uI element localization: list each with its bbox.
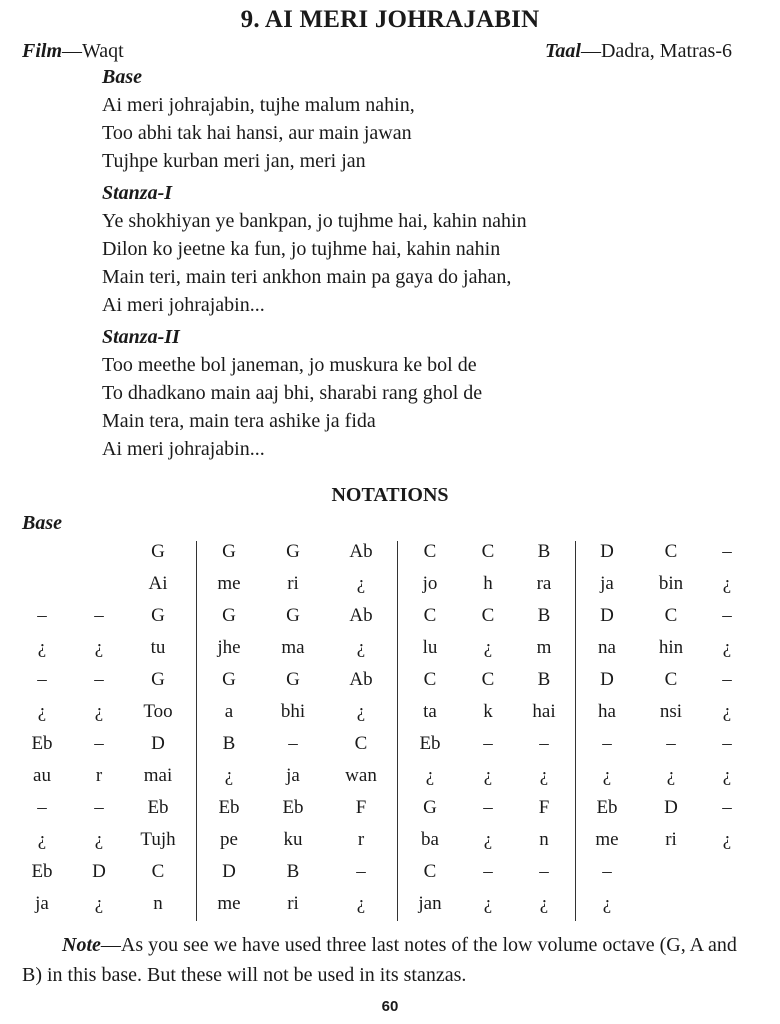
notations-heading: NOTATIONS bbox=[331, 484, 449, 506]
note-cell: – bbox=[94, 733, 104, 754]
note-cell: – bbox=[288, 733, 298, 754]
note-cell: G bbox=[286, 669, 300, 690]
note-cell: D bbox=[600, 669, 614, 690]
syllable-cell: n bbox=[539, 829, 549, 850]
note-cell: G bbox=[286, 605, 300, 626]
note-label: Note bbox=[62, 934, 101, 956]
syllable-cell: ri bbox=[287, 573, 299, 594]
note-cell: C bbox=[423, 541, 437, 562]
note-cell: C bbox=[423, 605, 437, 626]
note-cell: C bbox=[354, 733, 368, 754]
syllable-cell: n bbox=[153, 893, 163, 914]
note-cell: – bbox=[539, 733, 549, 754]
note-cell: B bbox=[537, 541, 551, 562]
note-cell: C bbox=[664, 669, 678, 690]
syllable-cell: ta bbox=[423, 701, 437, 722]
note-cell: Eb bbox=[147, 797, 169, 818]
syllable-cell: ra bbox=[536, 573, 552, 594]
syllable-cell: pe bbox=[220, 829, 238, 850]
syllable-cell: ¿ bbox=[37, 829, 47, 850]
note-cell: – bbox=[94, 797, 104, 818]
syllable-cell: ri bbox=[287, 893, 299, 914]
syllable-cell: ri bbox=[665, 829, 677, 850]
note-cell: G bbox=[222, 669, 236, 690]
taal-info bbox=[545, 40, 732, 63]
note-cell: – bbox=[666, 733, 676, 754]
syllable-cell: ¿ bbox=[425, 765, 435, 786]
syllable-cell: k bbox=[483, 701, 493, 722]
note-cell: B bbox=[537, 605, 551, 626]
syllable-cell: ku bbox=[283, 829, 303, 850]
note-cell: – bbox=[483, 861, 493, 882]
syllable-cell: ¿ bbox=[666, 765, 676, 786]
song-title: 9. AI MERI JOHRAJABIN bbox=[240, 6, 540, 33]
note-cell: – bbox=[356, 861, 366, 882]
syllable-cell: jhe bbox=[217, 637, 241, 658]
note-cell: B bbox=[222, 733, 236, 754]
note-cell bbox=[641, 860, 701, 892]
syllable-cell: r bbox=[95, 765, 103, 786]
note-cell: – bbox=[722, 541, 732, 562]
lyric-line: Main tera, main tera ashike ja fida bbox=[102, 410, 376, 432]
syllable-cell bbox=[641, 892, 701, 924]
note-cell: G bbox=[222, 541, 236, 562]
lyric-line: Too meethe bol janeman, jo muskura ke bol de bbox=[102, 354, 477, 376]
syllable-cell: jo bbox=[422, 573, 438, 594]
syllable-cell: ¿ bbox=[722, 765, 732, 786]
note-cell: C bbox=[481, 541, 495, 562]
syllable-cell: ¿ bbox=[94, 829, 104, 850]
note-cell: C bbox=[664, 541, 678, 562]
syllable-cell: ¿ bbox=[483, 893, 493, 914]
syllable-cell: ¿ bbox=[356, 637, 366, 658]
syllable-cell: hai bbox=[532, 701, 556, 722]
syllable-cell: bin bbox=[658, 573, 684, 594]
note-cell: Ab bbox=[349, 541, 373, 562]
syllable-cell: ¿ bbox=[483, 829, 493, 850]
syllable-cell: ¿ bbox=[356, 573, 366, 594]
syllable-cell: ¿ bbox=[37, 701, 47, 722]
notation-grid bbox=[0, 540, 780, 922]
syllable-cell: me bbox=[217, 893, 241, 914]
syllable-cell: ¿ bbox=[483, 765, 493, 786]
note-text: —As you see we have used three last notes of the low volume octave (G, A and B) in this base. But these will not be used in its stanzas. bbox=[22, 934, 737, 986]
syllable-cell: mai bbox=[143, 765, 173, 786]
note-cell: Eb bbox=[596, 797, 618, 818]
syllable-cell: Ai bbox=[148, 573, 168, 594]
syllable-cell: ja bbox=[286, 765, 300, 786]
note-cell: – bbox=[602, 861, 612, 882]
note-cell: – bbox=[37, 669, 47, 690]
syllable-cell: na bbox=[598, 637, 616, 658]
note-cell: G bbox=[423, 797, 437, 818]
syllable-cell bbox=[697, 892, 757, 924]
syllable-cell: ¿ bbox=[37, 637, 47, 658]
note-cell: D bbox=[600, 605, 614, 626]
note-cell: Eb bbox=[31, 733, 53, 754]
lyric-line: Main teri, main teri ankhon main pa gaya do jahan, bbox=[102, 266, 512, 288]
note-cell: D bbox=[92, 861, 106, 882]
note-cell: C bbox=[481, 605, 495, 626]
syllable-cell: ¿ bbox=[602, 765, 612, 786]
stanza-2-heading: Stanza-II bbox=[102, 326, 180, 348]
note-paragraph bbox=[22, 930, 742, 990]
note-cell: F bbox=[538, 797, 550, 818]
syllable-cell: ¿ bbox=[94, 893, 104, 914]
note-cell: Eb bbox=[218, 797, 240, 818]
syllable-cell: m bbox=[536, 637, 552, 658]
taal-label: Taal bbox=[545, 40, 581, 62]
film-label: Film bbox=[22, 40, 63, 62]
note-cell: – bbox=[94, 669, 104, 690]
syllable-cell: au bbox=[33, 765, 51, 786]
syllable-cell: ¿ bbox=[483, 637, 493, 658]
lyric-line: Ai meri johrajabin... bbox=[102, 294, 265, 316]
taal-value: —Dadra, Matras-6 bbox=[580, 40, 732, 62]
note-cell: Ab bbox=[349, 669, 373, 690]
lyric-line: To dhadkano main aaj bhi, sharabi rang ghol de bbox=[102, 382, 483, 404]
note-cell: – bbox=[483, 797, 493, 818]
note-cell: F bbox=[355, 797, 367, 818]
syllable-cell: tu bbox=[150, 637, 166, 658]
note-cell: G bbox=[151, 669, 165, 690]
stanza-1-heading: Stanza-I bbox=[102, 182, 173, 204]
note-cell: C bbox=[151, 861, 165, 882]
note-cell: C bbox=[664, 605, 678, 626]
note-cell: G bbox=[151, 605, 165, 626]
lyric-line: Ye shokhiyan ye bankpan, jo tujhme hai, kahin nahin bbox=[102, 210, 527, 232]
note-cell: – bbox=[722, 669, 732, 690]
syllable-cell: h bbox=[483, 573, 493, 594]
syllable-cell: Too bbox=[143, 701, 173, 722]
lyric-line: Dilon ko jeetne ka fun, jo tujhme hai, kahin nahin bbox=[102, 238, 501, 260]
film-value: —Waqt bbox=[62, 40, 124, 62]
syllable-cell: ¿ bbox=[722, 637, 732, 658]
syllable-cell: wan bbox=[345, 765, 377, 786]
note-cell: Eb bbox=[282, 797, 304, 818]
syllable-cell: ja bbox=[600, 573, 614, 594]
syllable-cell: ¿ bbox=[224, 765, 234, 786]
note-cell: – bbox=[722, 733, 732, 754]
note-cell: C bbox=[481, 669, 495, 690]
syllable-cell: ¿ bbox=[94, 701, 104, 722]
note-cell: Eb bbox=[31, 861, 53, 882]
base-heading: Base bbox=[102, 66, 142, 88]
note-cell: Eb bbox=[419, 733, 441, 754]
note-cell: Ab bbox=[349, 605, 373, 626]
note-cell: C bbox=[423, 669, 437, 690]
note-cell bbox=[69, 540, 129, 572]
lyric-line: Tujhpe kurban meri jan, meri jan bbox=[102, 150, 366, 172]
syllable-cell: me bbox=[217, 573, 241, 594]
notation-base-label: Base bbox=[22, 512, 62, 534]
syllable-cell: r bbox=[357, 829, 365, 850]
note-cell: B bbox=[537, 669, 551, 690]
note-cell: B bbox=[286, 861, 300, 882]
note-cell bbox=[12, 540, 72, 572]
syllable-cell: Tujh bbox=[140, 829, 176, 850]
syllable-cell: bhi bbox=[280, 701, 306, 722]
syllable-cell: ¿ bbox=[539, 893, 549, 914]
syllable-cell: nsi bbox=[659, 701, 683, 722]
syllable-cell: ha bbox=[598, 701, 616, 722]
note-cell: – bbox=[602, 733, 612, 754]
note-cell: D bbox=[600, 541, 614, 562]
syllable-cell: hin bbox=[658, 637, 684, 658]
syllable-cell: ¿ bbox=[602, 893, 612, 914]
syllable-cell bbox=[12, 572, 72, 604]
syllable-cell: ¿ bbox=[94, 637, 104, 658]
note-cell: C bbox=[423, 861, 437, 882]
lyric-line: Ai meri johrajabin, tujhe malum nahin, bbox=[102, 94, 415, 116]
syllable-cell: ja bbox=[35, 893, 49, 914]
syllable-cell: ¿ bbox=[356, 701, 366, 722]
note-cell: G bbox=[151, 541, 165, 562]
lyric-line: Too abhi tak hai hansi, aur main jawan bbox=[102, 122, 412, 144]
note-cell: D bbox=[222, 861, 236, 882]
syllable-cell: ma bbox=[281, 637, 305, 658]
syllable-cell: ¿ bbox=[722, 829, 732, 850]
syllable-cell: a bbox=[224, 701, 234, 722]
note-cell: – bbox=[94, 605, 104, 626]
syllable-cell: ba bbox=[421, 829, 439, 850]
note-cell: – bbox=[722, 605, 732, 626]
note-cell: – bbox=[722, 797, 732, 818]
syllable-cell: ¿ bbox=[722, 573, 732, 594]
note-cell bbox=[697, 860, 757, 892]
note-cell: – bbox=[37, 605, 47, 626]
note-cell: G bbox=[222, 605, 236, 626]
page-number: 60 bbox=[381, 998, 399, 1015]
syllable-cell: ¿ bbox=[356, 893, 366, 914]
note-cell: – bbox=[539, 861, 549, 882]
syllable-cell: lu bbox=[422, 637, 438, 658]
film-info bbox=[22, 40, 124, 63]
syllable-cell bbox=[69, 572, 129, 604]
note-cell: – bbox=[37, 797, 47, 818]
lyric-line: Ai meri johrajabin... bbox=[102, 438, 265, 460]
note-cell: D bbox=[664, 797, 678, 818]
note-cell: D bbox=[151, 733, 165, 754]
note-cell: G bbox=[286, 541, 300, 562]
syllable-cell: me bbox=[595, 829, 619, 850]
note-cell: – bbox=[483, 733, 493, 754]
syllable-cell: ¿ bbox=[539, 765, 549, 786]
syllable-cell: ¿ bbox=[722, 701, 732, 722]
syllable-cell: jan bbox=[418, 893, 442, 914]
